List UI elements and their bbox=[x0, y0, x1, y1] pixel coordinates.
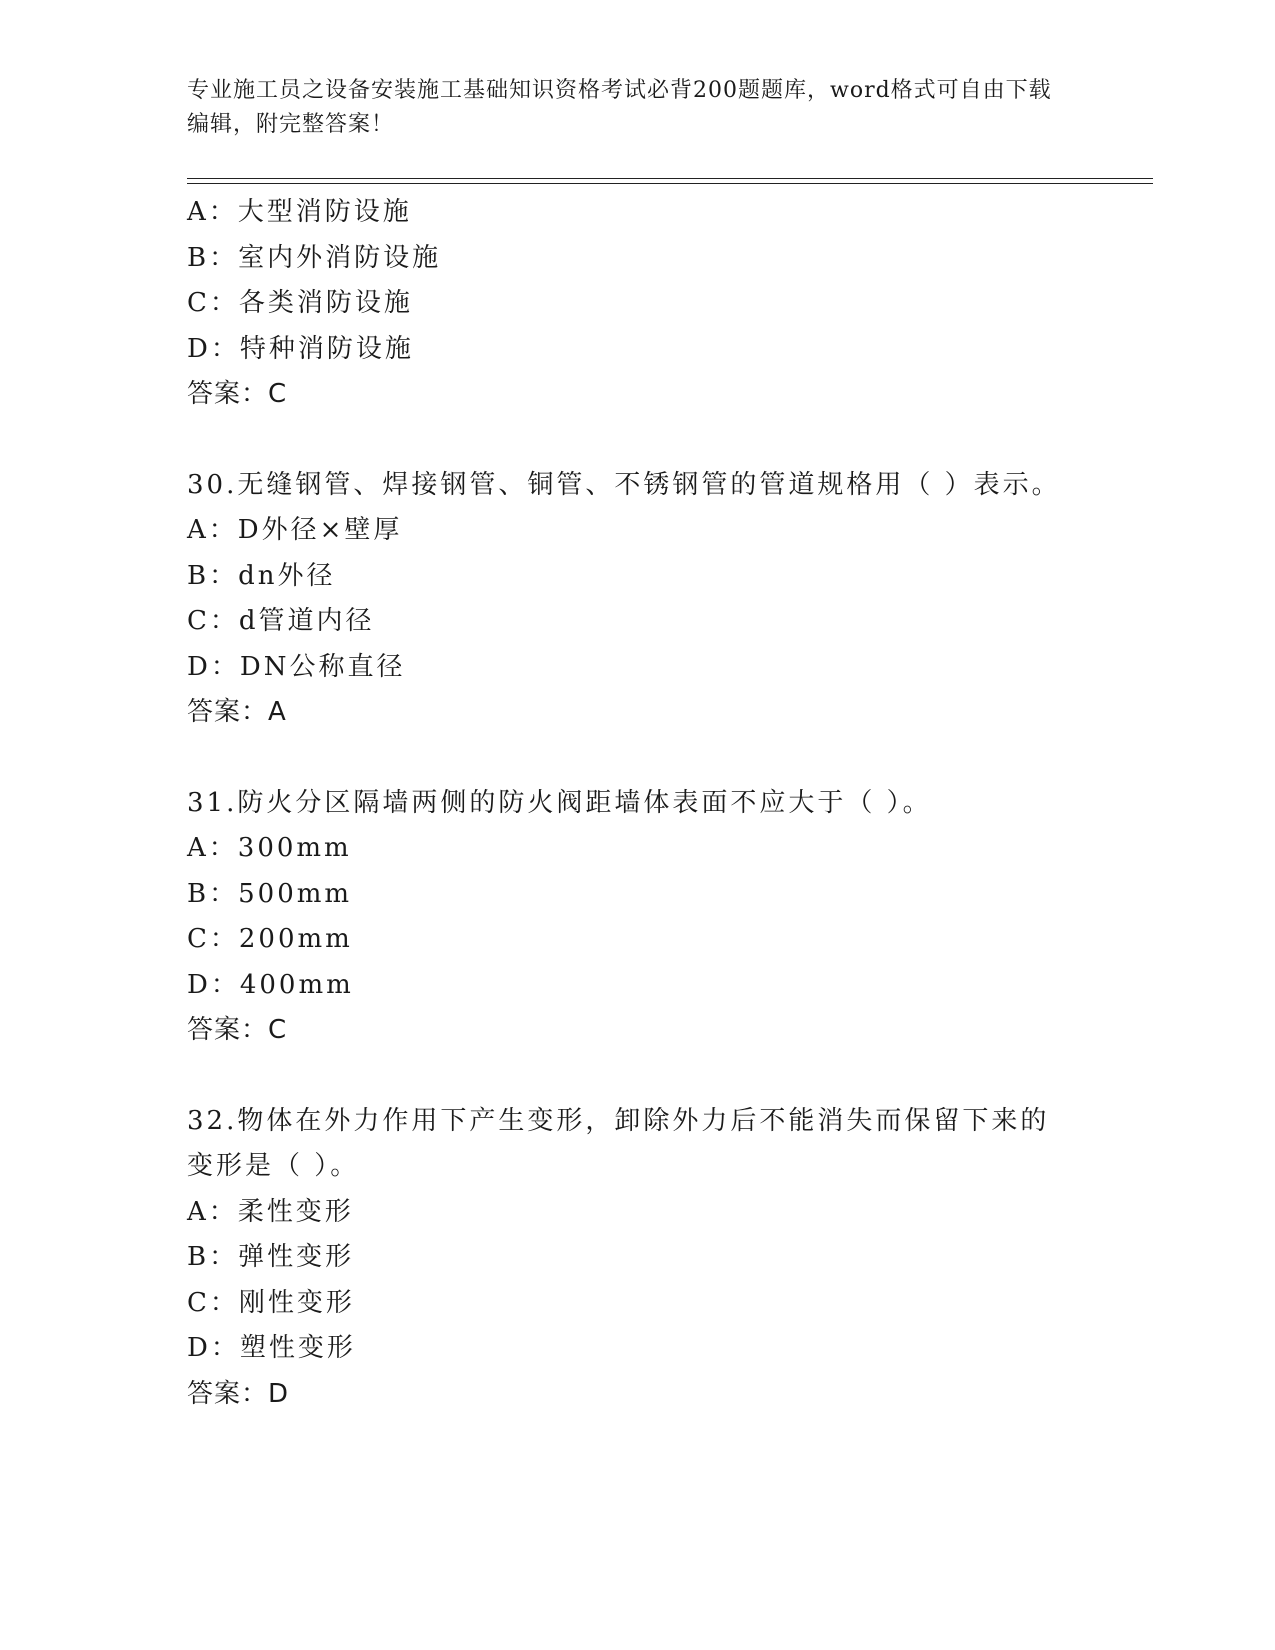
header-divider-top bbox=[187, 178, 1153, 179]
option-a: A：大型消防设施 bbox=[187, 197, 412, 227]
answer-line: 答案：A bbox=[187, 697, 287, 727]
option-c: C：刚性变形 bbox=[187, 1287, 355, 1318]
option-a: A：柔性变形 bbox=[187, 1196, 354, 1227]
option-a: A：300mm bbox=[187, 833, 352, 863]
answer-line: 答案：D bbox=[187, 1378, 290, 1409]
spacer bbox=[187, 736, 1087, 781]
option-d: D：DN公称直径 bbox=[187, 651, 406, 682]
option-c: C：d管道内径 bbox=[187, 606, 375, 636]
question-block-29 bbox=[187, 190, 1087, 418]
question-block-31 bbox=[187, 781, 1087, 1054]
option-b: B：弹性变形 bbox=[187, 1242, 355, 1272]
document-header: 专业施工员之设备安装施工基础知识资格考试必背200题题库，word格式可自由下载编辑，附完整答案！ bbox=[187, 78, 1052, 137]
option-b: B：500mm bbox=[187, 878, 353, 909]
option-b: B：室内外消防设施 bbox=[187, 242, 442, 273]
spacer bbox=[187, 418, 1087, 463]
question-text: 31.防火分区隔墙两侧的防火阀距墙体表面不应大于（ ）。 bbox=[187, 787, 932, 818]
question-block-32 bbox=[187, 1099, 1087, 1418]
question-block-30 bbox=[187, 463, 1087, 736]
spacer bbox=[187, 1054, 1087, 1099]
question-text: 30.无缝钢管、焊接钢管、铜管、不锈钢管的管道规格用（ ）表示。 bbox=[187, 469, 1061, 500]
option-b: B：dn外径 bbox=[187, 560, 336, 591]
answer-line: 答案：C bbox=[187, 1015, 288, 1045]
option-d: D：特种消防设施 bbox=[187, 333, 414, 364]
question-list bbox=[187, 190, 1087, 1417]
option-c: C：各类消防设施 bbox=[187, 288, 413, 318]
question-text: 32.物体在外力作用下产生变形，卸除外力后不能消失而保留下来的变形是（ ）。 bbox=[187, 1105, 1050, 1181]
option-d: D：400mm bbox=[187, 969, 354, 1000]
option-d: D：塑性变形 bbox=[187, 1333, 356, 1363]
option-c: C：200mm bbox=[187, 924, 353, 954]
option-a: A：D外径×壁厚 bbox=[187, 515, 403, 545]
header-divider-bottom bbox=[187, 183, 1153, 184]
answer-line: 答案：C bbox=[187, 379, 288, 409]
